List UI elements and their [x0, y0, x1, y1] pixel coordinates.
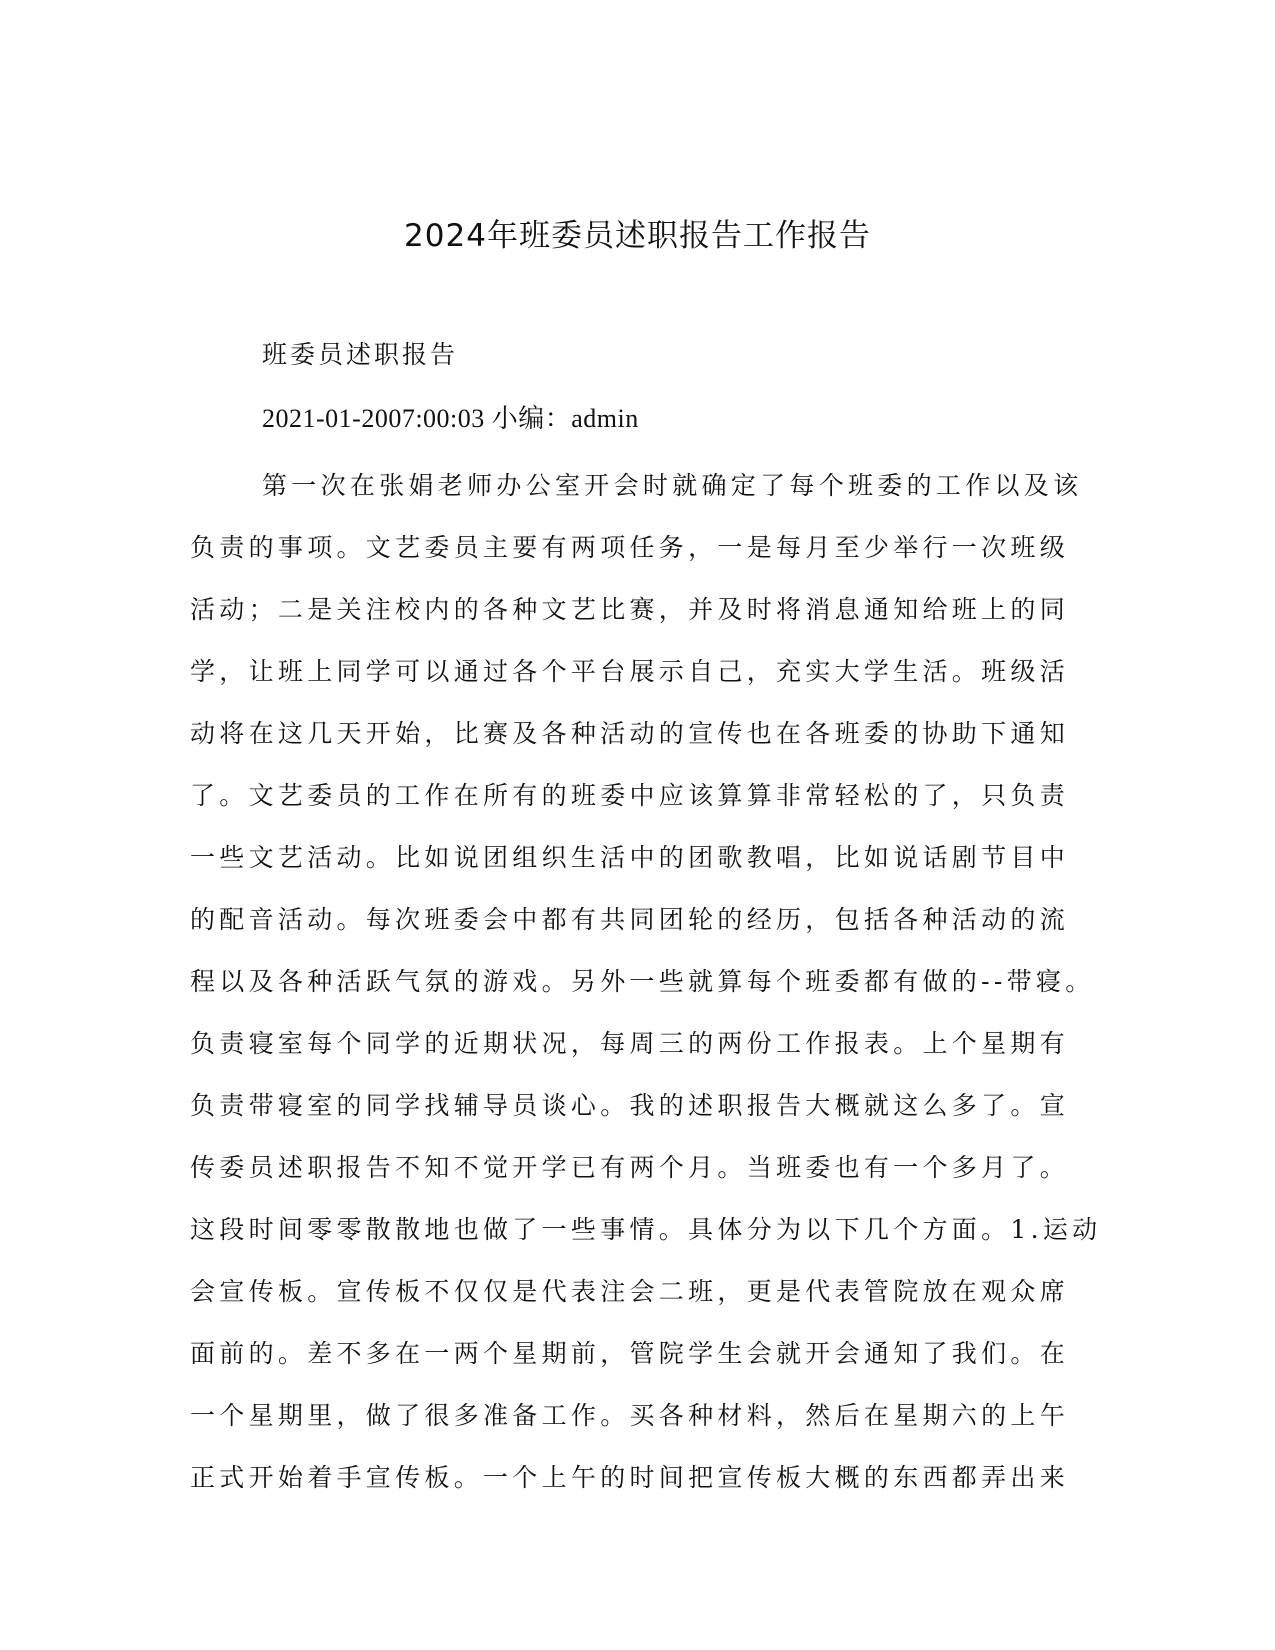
body-line: 负责带寝室的同学找辅导员谈心。我的述职报告大概就这么多了。宣 [190, 1091, 1070, 1120]
body-line: 这段时间零零散散地也做了一些事情。具体分为以下几个方面。1.运动 [190, 1215, 1102, 1244]
body-line: 的配音活动。每次班委会中都有共同团轮的经历，包括各种活动的流 [190, 905, 1070, 934]
body-line: 一个星期里，做了很多准备工作。买各种材料，然后在星期六的上午 [190, 1401, 1070, 1430]
document-title: 2024年班委员述职报告工作报告 [404, 218, 871, 254]
document-body [190, 455, 1102, 1509]
body-line: 动将在这几天开始，比赛及各种活动的宣传也在各班委的协助下通知 [190, 719, 1070, 748]
body-line: 负责的事项。文艺委员主要有两项任务，一是每月至少举行一次班级 [190, 533, 1070, 562]
body-line: 了。文艺委员的工作在所有的班委中应该算算非常轻松的了，只负责 [190, 781, 1070, 810]
body-line: 活动；二是关注校内的各种文艺比赛，并及时将消息通知给班上的同 [190, 595, 1070, 624]
document-meta: 2021-01-2007:00:03 小编：admin [262, 404, 639, 433]
body-line: 正式开始着手宣传板。一个上午的时间把宣传板大概的东西都弄出来 [190, 1463, 1070, 1492]
body-line: 学，让班上同学可以通过各个平台展示自己，充实大学生活。班级活 [190, 657, 1070, 686]
body-line: 程以及各种活跃气氛的游戏。另外一些就算每个班委都有做的--带寝。 [190, 967, 1095, 996]
body-line: 负责寝室每个同学的近期状况，每周三的两份工作报表。上个星期有 [190, 1029, 1070, 1058]
body-line: 会宣传板。宣传板不仅仅是代表注会二班，更是代表管院放在观众席 [190, 1277, 1070, 1306]
body-line: 传委员述职报告不知不觉开学已有两个月。当班委也有一个多月了。 [190, 1153, 1070, 1182]
body-line: 面前的。差不多在一两个星期前，管院学生会就开会通知了我们。在 [190, 1339, 1070, 1368]
body-line: 第一次在张娟老师办公室开会时就确定了每个班委的工作以及该 [262, 471, 1083, 500]
document-subtitle: 班委员述职报告 [262, 340, 459, 369]
body-line: 一些文艺活动。比如说团组织生活中的团歌教唱，比如说话剧节目中 [190, 843, 1070, 872]
